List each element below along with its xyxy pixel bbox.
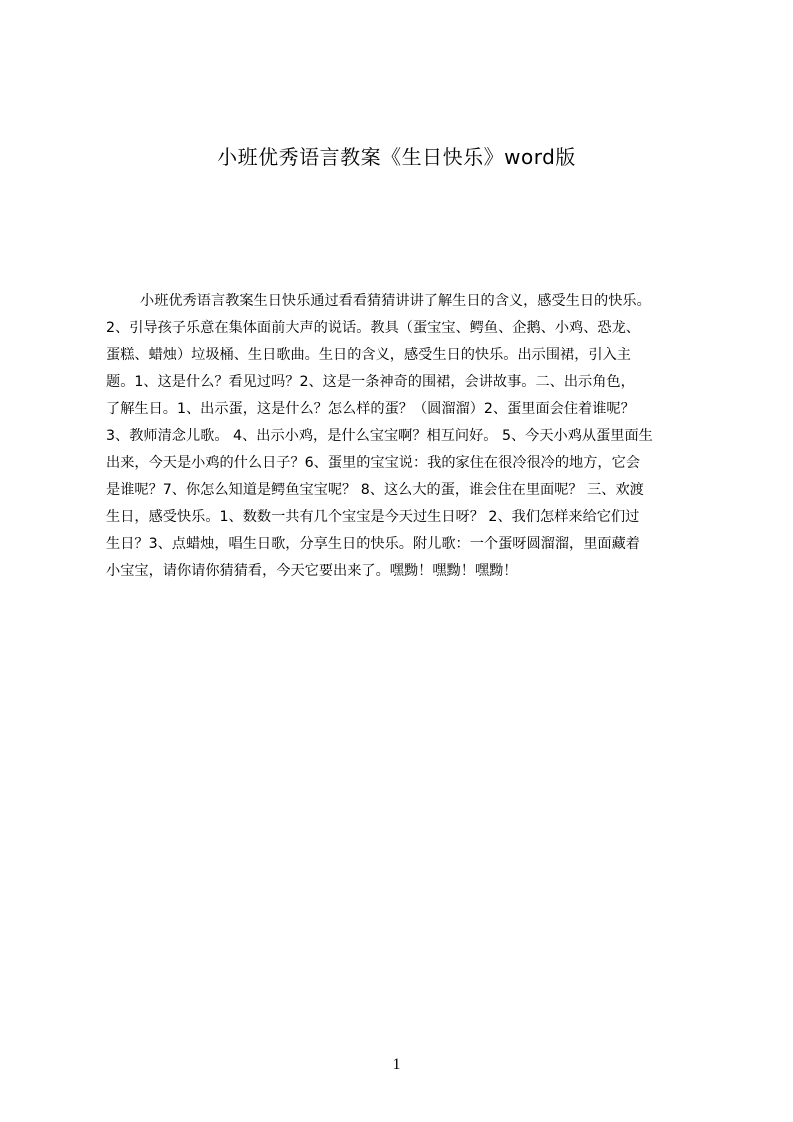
body-line: 3、教师清念儿歌。 4、出示小鸡，是什么宝宝啊？相互问好。 5、今天小鸡从蛋里面生 <box>106 428 653 444</box>
body-line: 蛋糕、蜡烛）垃圾桶、生日歌曲。生日的含义，感受生日的快乐。出示围裙，引入主 <box>106 347 631 363</box>
body-line: 2、引导孩子乐意在集体面前大声的说话。教具（蛋宝宝、鳄鱼、企鹅、小鸡、恐龙、 <box>106 320 640 336</box>
body-line: 题。1、这是什么？看见过吗？2、这是一条神奇的围裙，会讲故事。二、出示角色， <box>106 374 635 390</box>
document-title: 小班优秀语言教案《生日快乐》word版 <box>217 145 576 169</box>
body-line: 生日？3、点蜡烛，唱生日歌，分享生日的快乐。附儿歌：一个蛋呀圆溜溜，里面藏着 <box>106 536 640 552</box>
body-line: 小宝宝，请你请你猜猜看，今天它要出来了。嘿黝！嘿黝！嘿黝！ <box>106 563 518 579</box>
document-body <box>106 288 696 583</box>
page-number: 1 <box>392 1056 401 1073</box>
body-line: 出来，今天是小鸡的什么日子？6、蛋里的宝宝说：我的家住在很冷很冷的地方，它会 <box>106 455 640 471</box>
body-line: 小班优秀语言教案生日快乐通过看看猜猜讲讲了解生日的含义，感受生日的快乐。 <box>140 293 651 309</box>
body-line: 生日，感受快乐。1、数数一共有几个宝宝是今天过生日呀？ 2、我们怎样来给它们过 <box>106 509 640 525</box>
body-line: 是谁呢？7、你怎么知道是鳄鱼宝宝呢？ 8、这么大的蛋，谁会住在里面呢？ 三、欢渡 <box>106 482 644 498</box>
body-line: 了解生日。1、出示蛋，这是什么？怎么样的蛋？（圆溜溜）2、蛋里面会住着谁呢？ <box>106 401 635 417</box>
